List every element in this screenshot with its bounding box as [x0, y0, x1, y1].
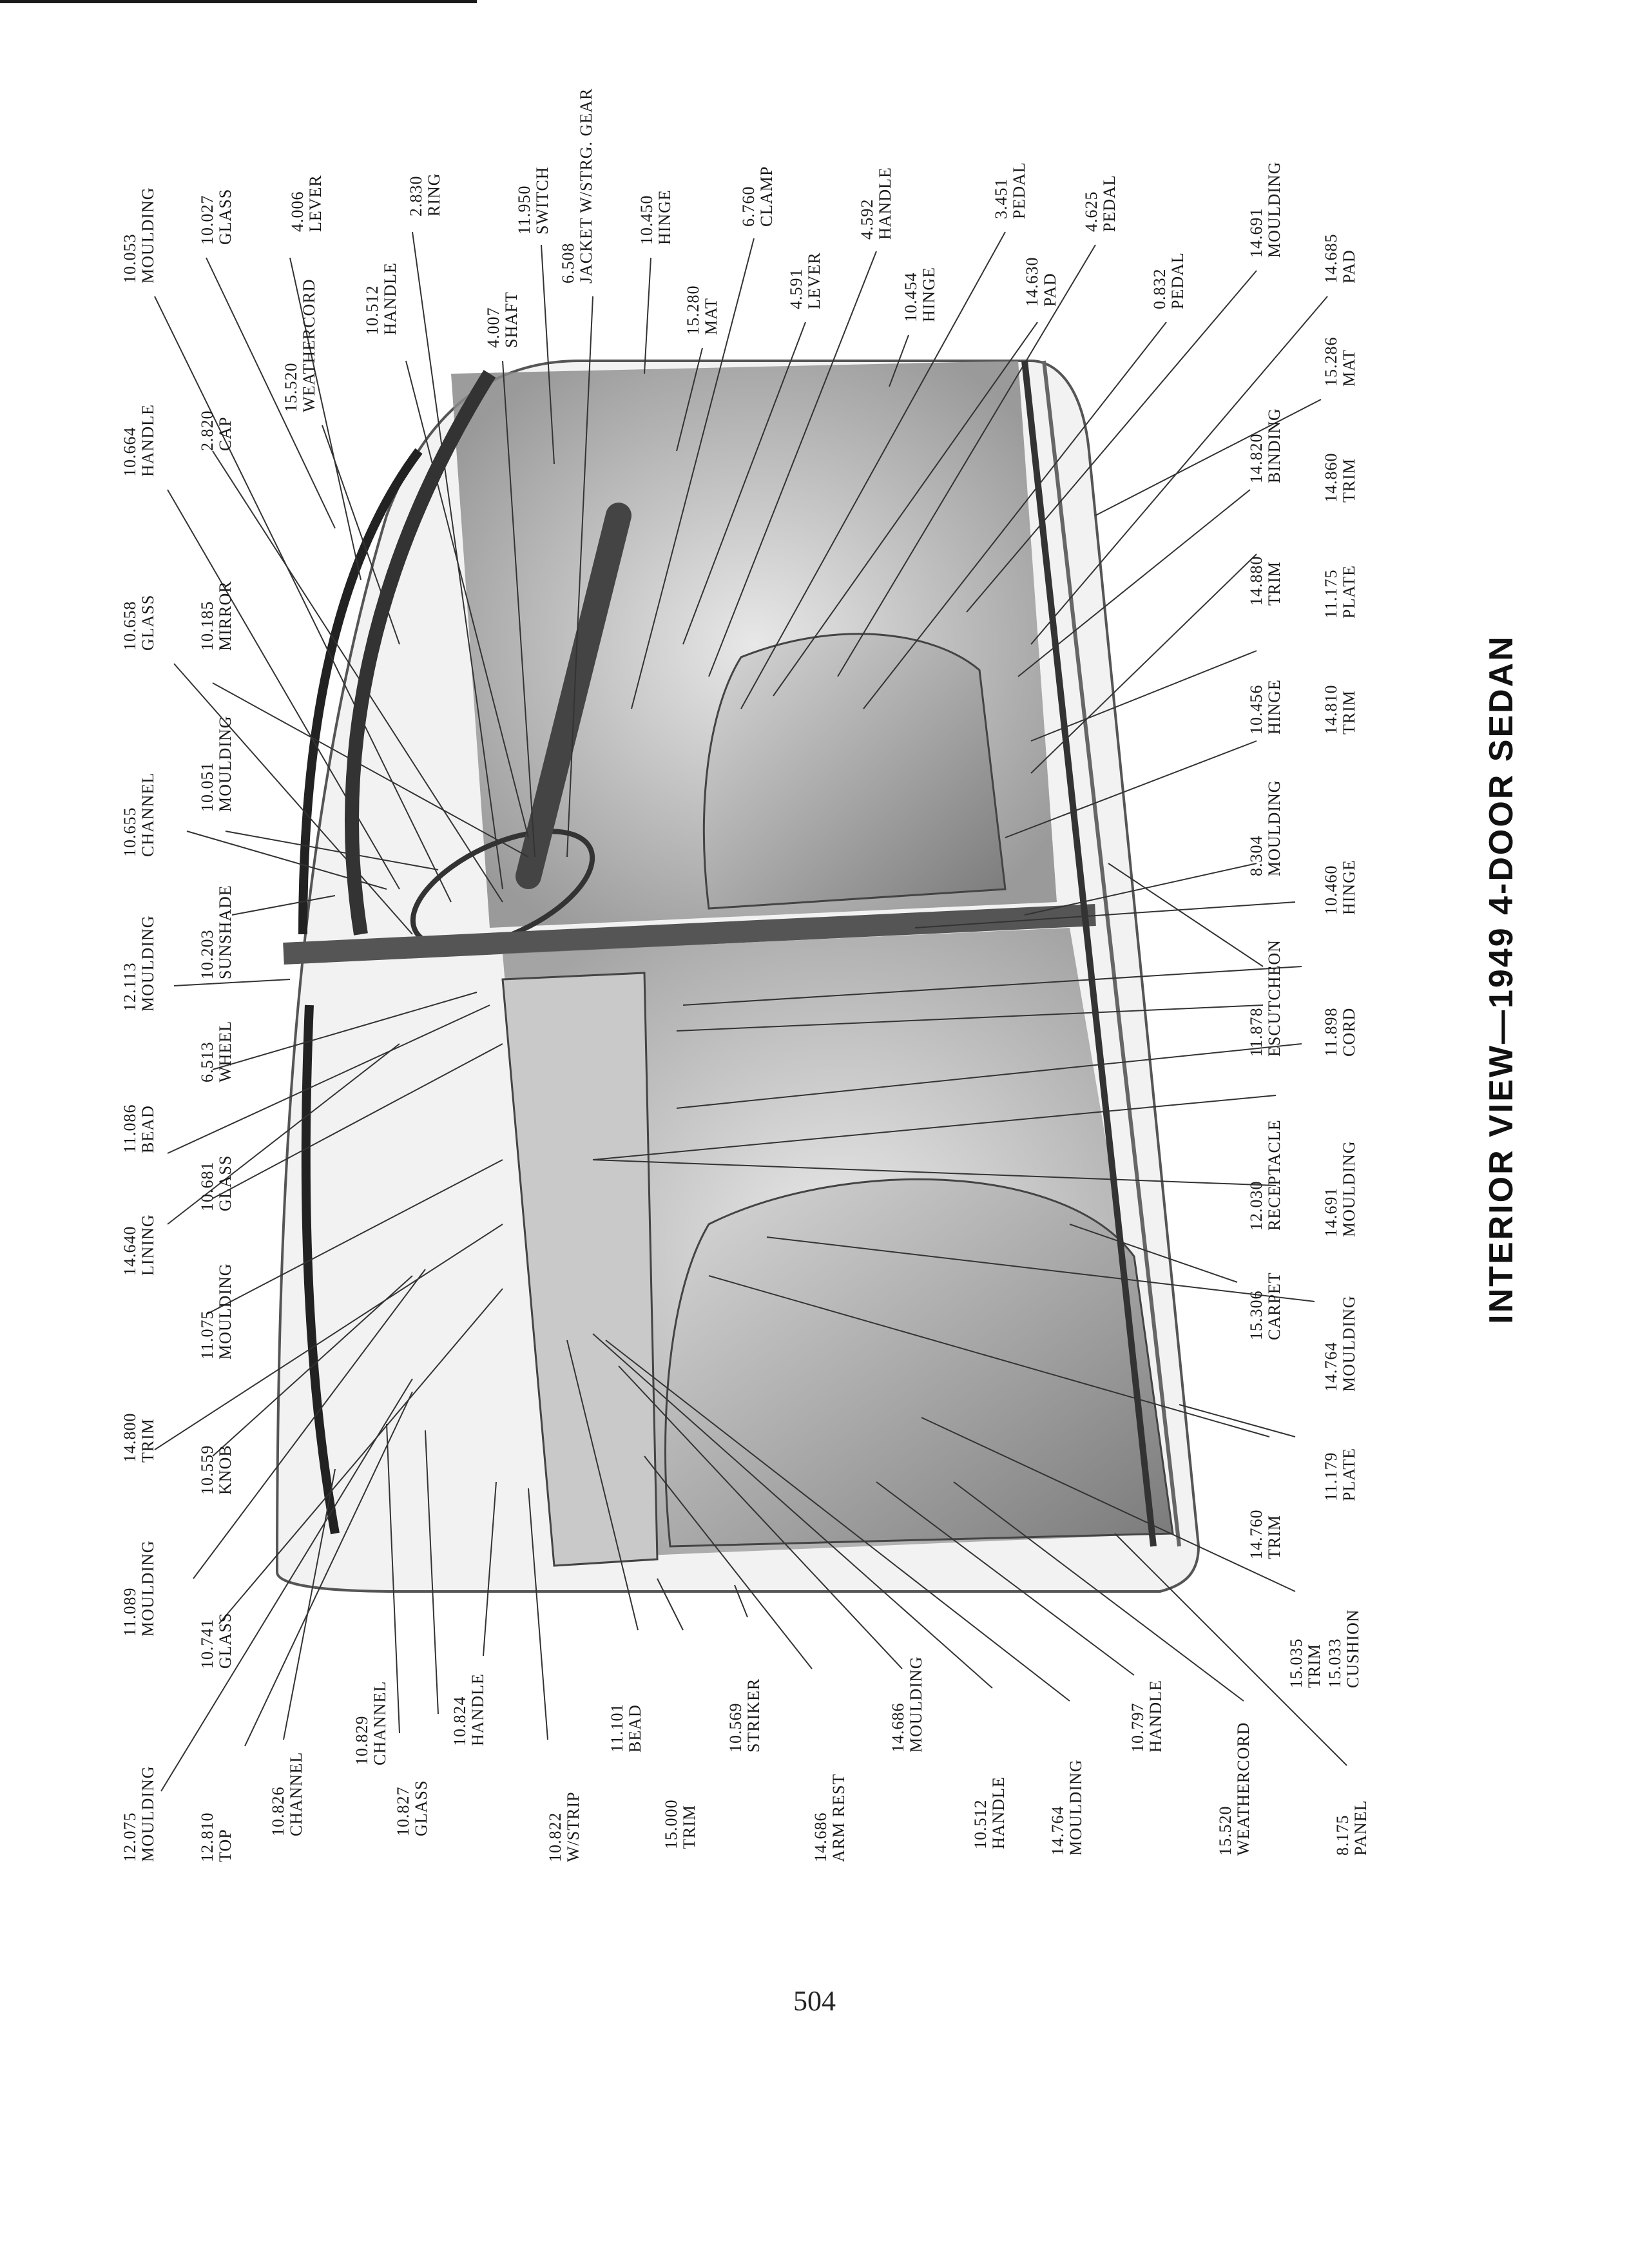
front-seat [704, 634, 1005, 908]
page-number: 504 [793, 1985, 836, 2017]
parts-diagram: 10.053 MOULDING 10.027 GLASS 4.006 LEVER 2.830 RING 15.520 WEATHERCORD 10.512 HANDLE 11.950 SWITCH 6.508 JACKET W/STRG. GEAR 4.007 SHAFT 10.450 HINGE 6.760 CLAMP 15.280 MAT 4.592 HANDLE 4.591 LEVER 3.451 PEDAL 10.454 HINGE 4.625 PEDAL 14.630 PAD 14.691 MOULDING 0.832 PEDAL 14.685 PAD 10.664 HANDLE 2.820 CAP 15.286 MAT 14.820 BINDING 14.860 TRIM 10.658 GLASS 10.185 MIRROR 14.880 TRIM 11.175 PLATE 10.655 CHANNEL 10.051 MOULDING 10.456 HINGE 14.810 TRIM 12.113 MOULDING 10.203 SUNSHADE 8.304 MOULDING 10.460 HINGE 11.086 BEAD 6.513 WHEEL 11.878 ESCUTCHEON 11.898 CORD 14.640 LINING 10.681 GLASS 12.030 RECEPTACLE 11.075 MOULDING 14.691 MOULDING 15.306 CARPET 14.800 TRIM 10.559 KNOB 14.764 MOULDING 11.179 PLATE 14.760 TRIM 11.089 MOULDING 10.741 GLASS 15.035 TRIM 15.033 CUSHION 12.075 MOULDING 12.810 TOP 10.826 CHANNEL 10.829 CHANNEL 10.827 GLASS 10.824 HANDLE 10.822 W/STRIP 11.101 BEAD 15.000 TRIM 10.569 STRIKER 14.686 ARM REST 14.686 MOULDING 10.512 HANDLE 14.764 MOULDING 10.797 HANDLE 15.520 WEATHERCORD 8.175 PANEL [0, 0, 1629, 2268]
page-title: INTERIOR VIEW—1949 4-DOOR SEDAN [1483, 635, 1520, 1324]
rear-seat [666, 1179, 1173, 1546]
